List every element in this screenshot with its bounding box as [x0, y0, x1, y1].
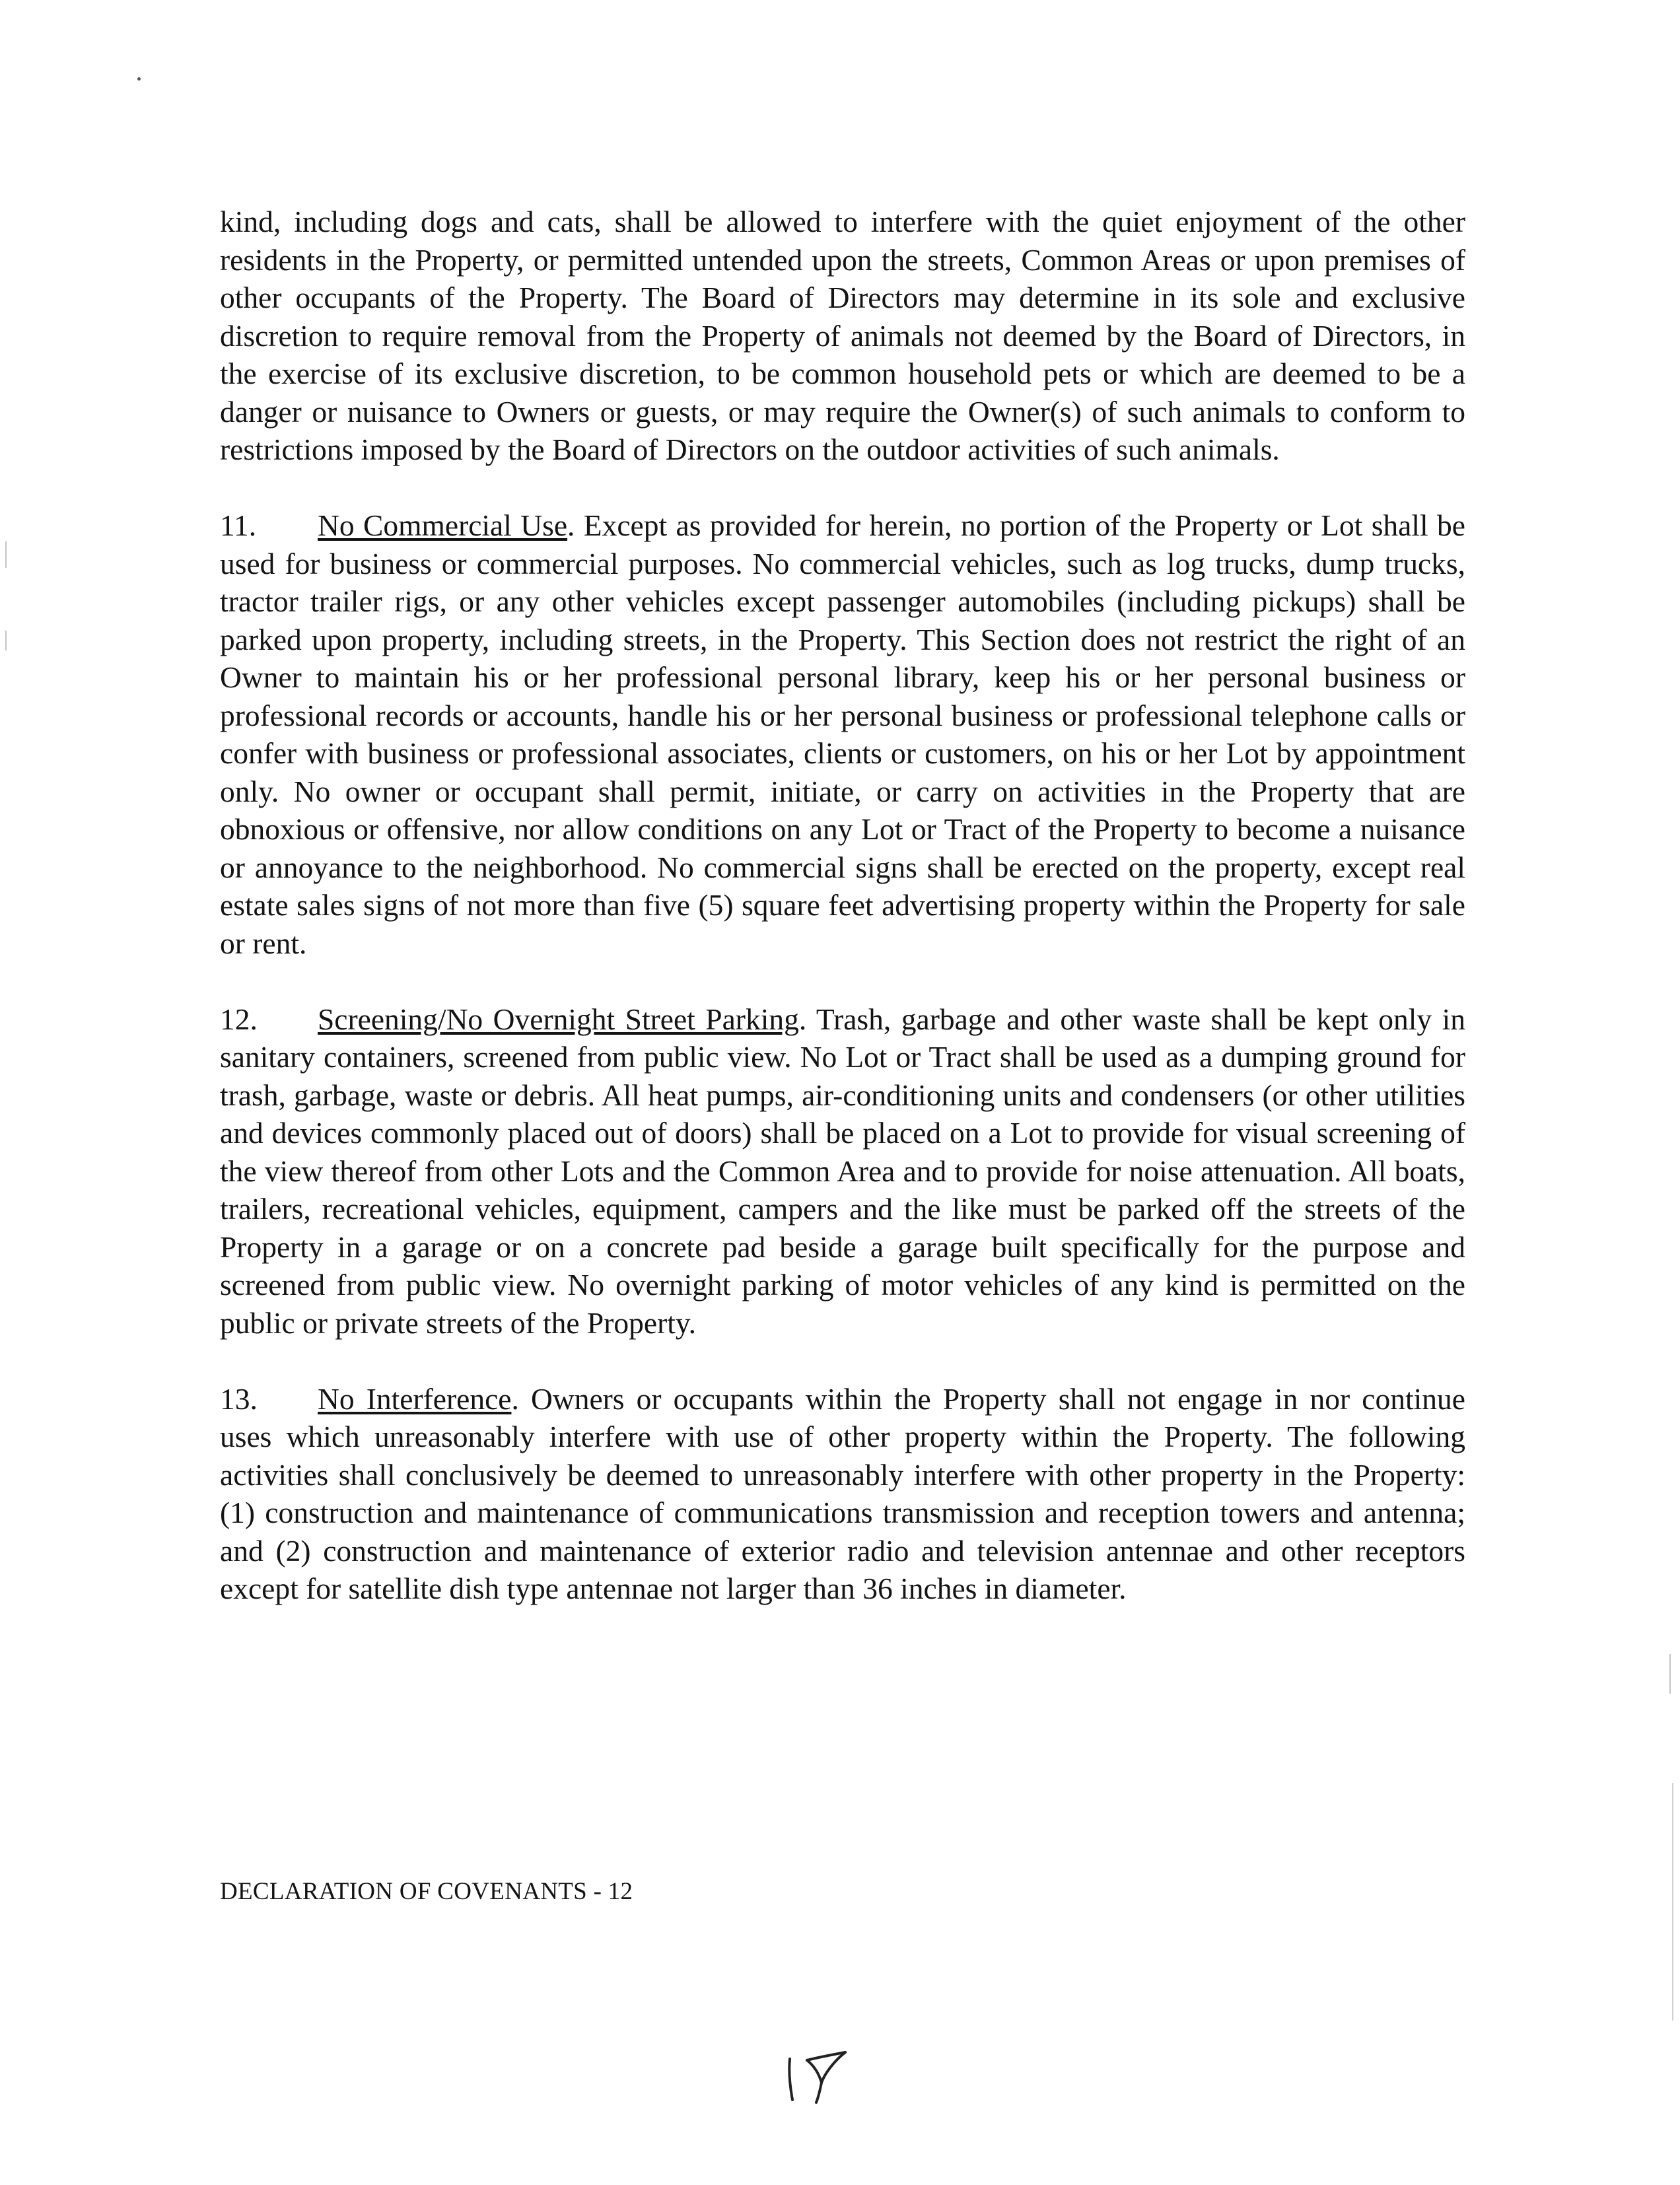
- scan-edge-mark: [5, 631, 7, 650]
- section-text: . Owners or occupants within the Property shall not engage in nor continue uses which unreasonably interfere with use of other property within the Property. The following activities shall conclusively be deemed to unreasonably interfere with other property in the Property: (1) construction and maintenance of communications transmission and reception towers and antenna; and (2) construction and maintenance of exterior radio and television antennae and other receptors except for satellite dish type antennae not larger than 36 inches in diameter.: [220, 1381, 1465, 1605]
- section-11-no-commercial-use: [220, 506, 1465, 962]
- handwritten-page-number-icon: [785, 2046, 851, 2105]
- section-text: . Except as provided for herein, no portion of the Property or Lot shall be used for business or commercial purposes. No commercial vehicles, such as log trucks, dump trucks, tractor trailer rigs, or any other vehicles except passenger automobiles (including pickups) shall be parked upon property, including streets, in the Property. This Section does not restrict the right of an Owner to maintain his or her professional personal library, keep his or her personal business or professional records or accounts, handle his or her personal business or professional telephone calls or confer with business or professional associates, clients or customers, on his or her Lot by appointment only. No owner or occupant shall permit, initiate, or carry on activities in the Property that are obnoxious or offensive, nor allow conditions on any Lot or Tract of the Property to become a nuisance or annoyance to the neighborhood. No commercial signs shall be erected on the property, except real estate sales signs of not more than five (5) square feet advertising property within the Property for sale or rent.: [220, 508, 1465, 960]
- section-12-screening: [220, 1000, 1465, 1342]
- document-body: [220, 203, 1465, 1646]
- section-title: Screening/No Overnight Street Parking: [318, 1002, 799, 1036]
- paragraph-pets-continued: [220, 203, 1465, 469]
- section-text: . Trash, garbage and other waste shall be kept only in sanitary containers, screened from public view. No Lot or Tract shall be used as a dumping ground for trash, garbage, waste or debris. All heat pumps, air-conditioning units and condensers (or other utilities and devices commonly placed out of doors) shall be placed on a Lot to provide for visual screening of the view thereof from other Lots and the Common Area and to provide for noise attenuation. All boats, trailers, recreational vehicles, equipment, campers and the like must be parked off the streets of the Property in a garage or on a concrete pad beside a garage built specifically for the purpose and screened from public view. No overnight parking of motor vehicles of any kind is permitted on the public or private streets of the Property.: [220, 1002, 1465, 1340]
- scan-speck: [137, 77, 141, 81]
- scan-edge-mark: [1669, 1654, 1671, 1694]
- page-footer: DECLARATION OF COVENANTS - 12: [220, 1878, 633, 1905]
- section-number: 13.: [220, 1381, 258, 1416]
- paragraph-text: kind, including dogs and cats, shall be allowed to interfere with the quiet enjoyment of the other residents in the Property, or permitted untended upon the streets, Common Areas or upon premises of other occupants of the Property. The Board of Directors may determine in its sole and exclusive discretion to require removal from the Property of animals not deemed by the Board of Directors, in the exercise of its exclusive discretion, to be common household pets or which are deemed to be a danger or nuisance to Owners or guests, or may require the Owner(s) of such animals to conform to restrictions imposed by the Board of Directors on the outdoor activities of such animals.: [220, 205, 1465, 466]
- section-13-no-interference: [220, 1380, 1465, 1608]
- scan-edge-mark: [1672, 1783, 1673, 2021]
- section-title: No Commercial Use: [318, 508, 568, 542]
- section-number: 12.: [220, 1002, 258, 1036]
- scan-edge-mark: [5, 541, 7, 568]
- section-number: 11.: [220, 508, 257, 542]
- section-title: No Interference: [318, 1381, 512, 1416]
